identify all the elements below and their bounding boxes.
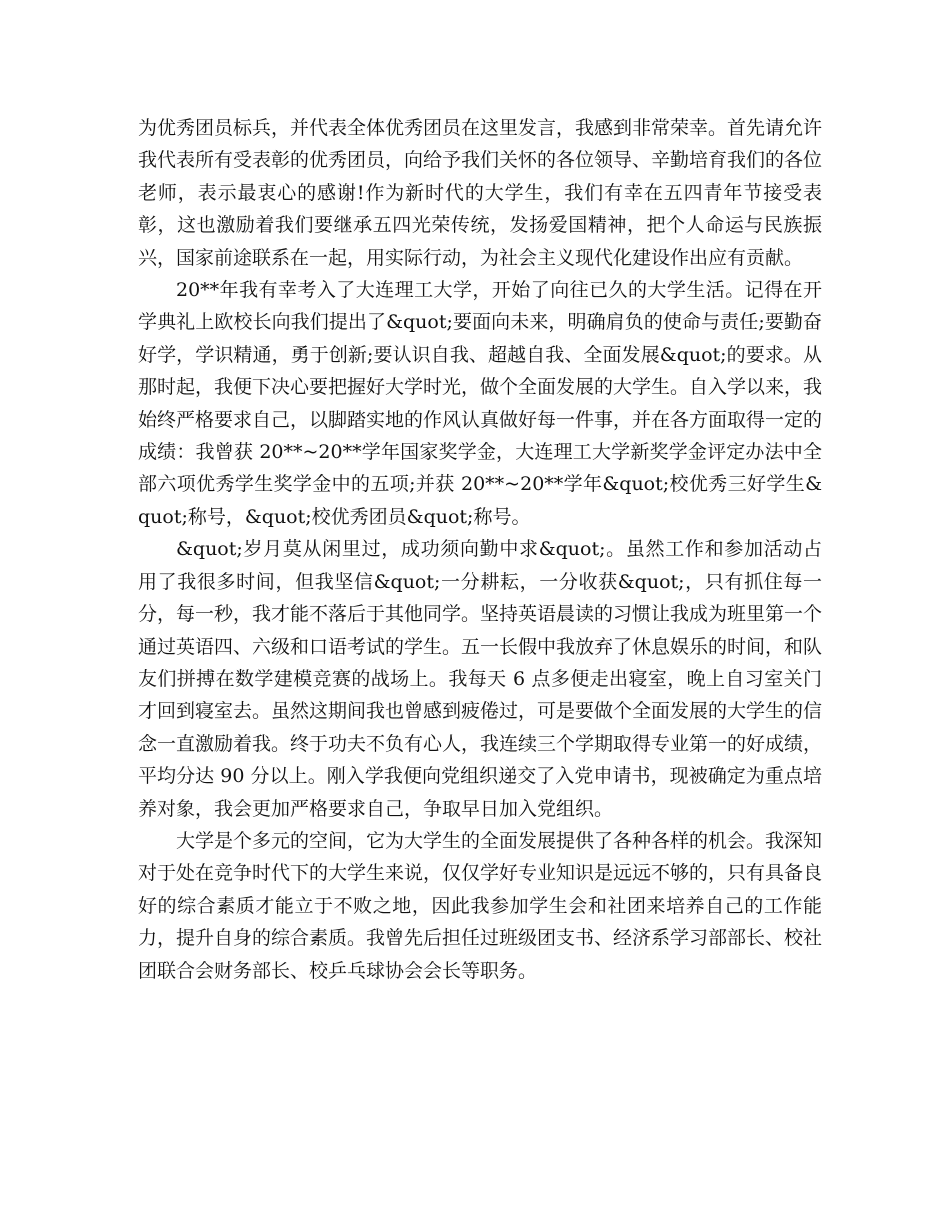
paragraph-1: 为优秀团员标兵，并代表全体优秀团员在这里发言，我感到非常荣幸。首先请允许我代表所有受表彰的优秀团员，向给予我们关怀的各位领导、辛勤培育我们的各位老师，表示最衷心的感谢!作为新时代的大学生，我们有幸在五四青年节接受表彰，这也激励着我们要继承五四光荣传统，发扬爱国精神，把个人命运与民族振兴，国家前途联系在一起，用实际行动，为社会主义现代化建设作出应有贡献。 (138, 117, 823, 269)
paragraph-2: 20**年我有幸考入了大连理工大学，开始了向往已久的大学生活。记得在开学典礼上欧校长向我们提出了&quot;要面向未来，明确肩负的使命与责任;要勤奋好学，学识精通，勇于创新;要认识自我、超越自我、全面发展&quot;的要求。从那时起，我便下决心要把握好大学时光，做个全面发展的大学生。自入学以来，我始终严格要求自己，以脚踏实地的作风认真做好每一件事，并在各方面取得一定的成绩：我曾获 20**~20**学年国家奖学金，大连理工大学新奖学金评定办法中全部六项优秀学生奖学金中的五项;并获 20**~20**学年&quot;校优秀三好学生&quot;称号，&quot;校优秀团员&quot;称号。 (138, 279, 823, 528)
document-body (138, 112, 822, 987)
paragraph-4: 大学是个多元的空间，它为大学生的全面发展提供了各种各样的机会。我深知对于处在竞争时代下的大学生来说，仅仅学好专业知识是远远不够的，只有具备良好的综合素质才能立于不败之地，因此我参加学生会和社团来培养自己的工作能力，提升自身的综合素质。我曾先后担任过班级团支书、经济系学习部部长、校社团联合会财务部长、校乒乓球协会会长等职务。 (138, 829, 823, 982)
paragraph-3: &quot;岁月莫从闲里过，成功须向勤中求&quot;。虽然工作和参加活动占用了我很多时间，但我坚信&quot;一分耕耘，一分收获&quot;，只有抓住每一分，每一秒，我才能不落后于其他同学。坚持英语晨读的习惯让我成为班里第一个通过英语四、六级和口语考试的学生。五一长假中我放弃了休息娱乐的时间，和队友们拼搏在数学建模竞赛的战场上。我每天 6 点多便走出寝室，晚上自习室关门才回到寝室去。虽然这期间我也曾感到疲倦过，可是要做个全面发展的大学生的信念一直激励着我。终于功夫不负有心人，我连续三个学期取得专业第一的好成绩，平均分达 90 分以上。刚入学我便向党组织递交了入党申请书，现被确定为重点培养对象，我会更加严格要求自己，争取早日加入党组织。 (138, 538, 823, 820)
